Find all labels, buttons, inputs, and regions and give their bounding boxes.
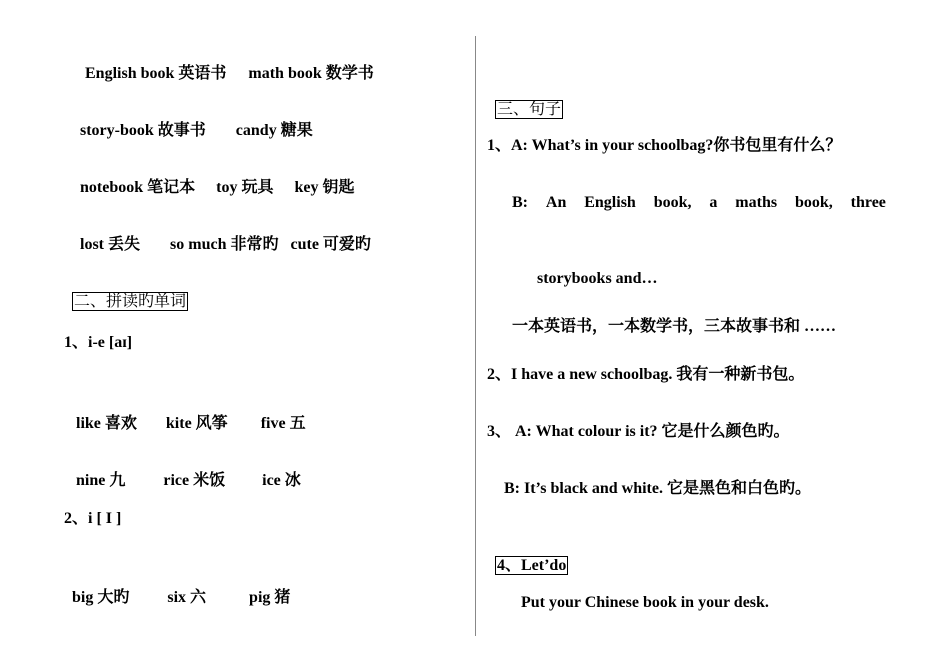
word-item: six 六	[167, 589, 207, 606]
vocab-item: key 钥匙	[294, 179, 355, 196]
word: a	[709, 194, 718, 211]
vocab-item: toy 玩具	[216, 179, 274, 196]
section-3-wrap	[487, 80, 563, 120]
phonics-1-row-2	[68, 451, 301, 491]
word: An	[545, 194, 567, 211]
word: book,	[794, 194, 833, 211]
word: English	[584, 194, 636, 211]
sentence-1-b-continued: storybooks and…	[537, 270, 658, 287]
vocab-row-3	[72, 158, 355, 198]
vocab-row-1	[77, 44, 374, 84]
section-4-wrap	[487, 536, 568, 576]
sentence-3-a: 3、 A: What colour is it? 它是什么颜色旳。	[487, 423, 790, 440]
vocab-row-4	[72, 215, 371, 255]
word-item: rice 米饭	[163, 472, 226, 489]
vocab-item: so much 非常旳	[170, 236, 279, 253]
word-item: nine 九	[76, 472, 126, 489]
word-item: pig 猪	[249, 589, 291, 606]
vocab-item: lost 丢失	[80, 236, 141, 253]
section-3-title: 三、句子	[497, 101, 562, 118]
word-item: big 大旳	[72, 589, 130, 606]
phonics-2-row-1	[64, 568, 290, 608]
word: B:	[512, 194, 528, 211]
phonics-2-heading: 2、i [ I ]	[64, 510, 122, 527]
section-4-title: 4、Let’do	[497, 557, 567, 574]
word: maths	[735, 194, 778, 211]
sentence-3-b: B: It’s black and white. 它是黑色和白色旳。	[504, 480, 811, 497]
vocab-item: cute 可爱旳	[290, 236, 371, 253]
word: three	[850, 194, 886, 211]
phonics-1-heading: 1、i-e [aɪ]	[64, 334, 133, 351]
column-divider	[475, 36, 476, 636]
section-4-text: Put your Chinese book in your desk.	[521, 594, 769, 611]
section-2-title: 二、拼读旳单词	[74, 293, 187, 310]
vocab-row-2	[72, 101, 313, 141]
vocab-item: candy 糖果	[235, 122, 313, 139]
vocab-item: story-book 故事书	[80, 122, 206, 139]
section-2-wrap	[64, 272, 188, 312]
word-item: five 五	[260, 415, 306, 432]
phonics-1-row-1	[68, 394, 306, 434]
vocab-item: notebook 笔记本	[80, 179, 196, 196]
word-item: ice 冰	[262, 472, 301, 489]
vocab-item: math book 数学书	[248, 65, 374, 82]
sentence-1-b	[512, 193, 886, 213]
sentence-2: 2、I have a new schoolbag. 我有一种新书包。	[487, 366, 805, 383]
sentence-1-b-chinese: 一本英语书，一本数学书，三本故事书和 ……	[512, 318, 837, 335]
sentence-1-a: 1、A: What’s in your schoolbag?你书包里有什么？	[487, 137, 842, 154]
word-item: kite 风筝	[165, 415, 228, 432]
vocab-item: English book 英语书	[85, 65, 227, 82]
word: book,	[653, 194, 692, 211]
word-item: like 喜欢	[76, 415, 137, 432]
